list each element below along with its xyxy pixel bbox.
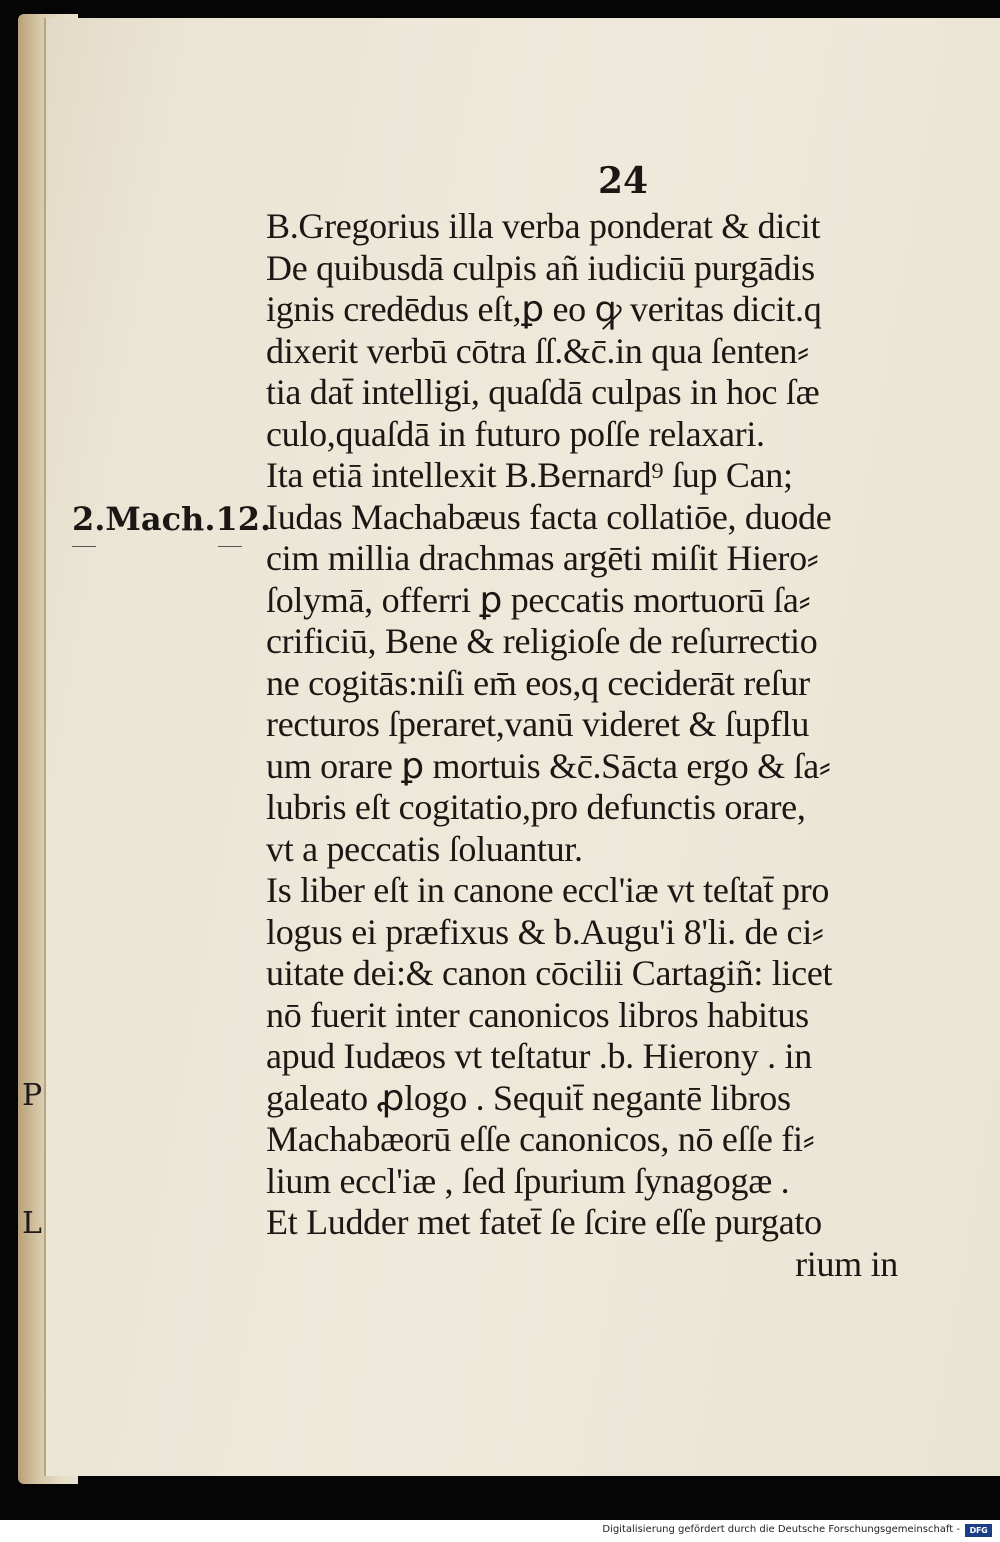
- text-line: B.Gregorius illa verba ponderat & dicit: [266, 206, 821, 246]
- text-line: Machabæorū eſſe canonicos, nō eſſe fi⸗: [266, 1119, 815, 1159]
- text-line: galeato ꝓlogo . Sequit̄ negantē libros: [266, 1077, 791, 1118]
- text-line: Iudas Machabæus facta collatiōe, duode: [266, 496, 832, 537]
- funding-notice: Digitalisierung gefördert durch die Deutsche Forschungsgemeinschaft -: [602, 1524, 960, 1535]
- text-line: crificiū, Bene & religioſe de reſurrectio: [266, 621, 818, 661]
- text-line: culo,quaſdā in futuro poſſe relaxari.: [266, 413, 765, 454]
- text-line: ignis credēdus eſt,ꝑ eo ꝙ veritas dicit.q: [266, 289, 822, 329]
- text-line: logus ei præfixus & b.Augu'i 8'li. de ci⸗: [266, 911, 824, 952]
- text-line: ne cogitās:niſi em̄ eos,q ceciderāt reſur: [266, 662, 810, 703]
- dfg-logo: DFG: [965, 1524, 992, 1537]
- text-line: cim millia drachmas argēti miſit Hiero⸗: [266, 538, 819, 578]
- text-line: lium eccl'iæ , ſed ſpurium ſynagogæ .: [266, 1160, 790, 1201]
- text-line: Ita etiā intellexit B.Bernard⁹ ſup Can;: [266, 455, 793, 495]
- page-number: 24: [598, 160, 649, 202]
- footer-bar: [0, 1520, 1000, 1542]
- text-line: dixerit verbū cōtra ſſ.&c̄.in qua ſenten⸗: [266, 330, 809, 371]
- edge-letter: P: [22, 1078, 43, 1113]
- text-line: apud Iudæos vt teſtatur .b. Hierony . in: [266, 1036, 812, 1076]
- text-line: lubris eſt cogitatio,pro defunctis orare,: [266, 787, 806, 827]
- text-line: ſolymā, offerri ꝑ peccatis mortuorū ſa⸗: [266, 579, 811, 620]
- text-line: De quibusdā culpis añ iudiciū purgādis: [266, 247, 815, 288]
- catchword: rium in: [795, 1243, 898, 1284]
- margin-note: 2.Mach.12.: [72, 500, 272, 538]
- margin-rule: [72, 546, 96, 547]
- margin-rule: [218, 546, 242, 547]
- text-line: Et Ludder met fatet̄ ſe ſcire eſſe purgato: [266, 1202, 822, 1242]
- text-line: tia dat̄ intelligi, quaſdā culpas in hoc ſæ: [266, 372, 820, 412]
- text-line: Is liber eſt in canone eccl'iæ vt teſtat̄ pro: [266, 870, 830, 910]
- text-line: uitate dei:& canon cōcilii Cartagiñ: licet: [266, 953, 833, 993]
- text-line: recturos ſperaret,vanū videret & ſupflu: [266, 704, 810, 744]
- text-line: nō fuerit inter canonicos libros habitus: [266, 994, 809, 1035]
- text-line: vt a peccatis ſoluantur.: [266, 828, 583, 869]
- edge-letter: L: [22, 1206, 42, 1241]
- body-text: [266, 206, 926, 1285]
- text-line: um orare ꝑ mortuis &c̄.Sācta ergo & ſa⸗: [266, 745, 831, 786]
